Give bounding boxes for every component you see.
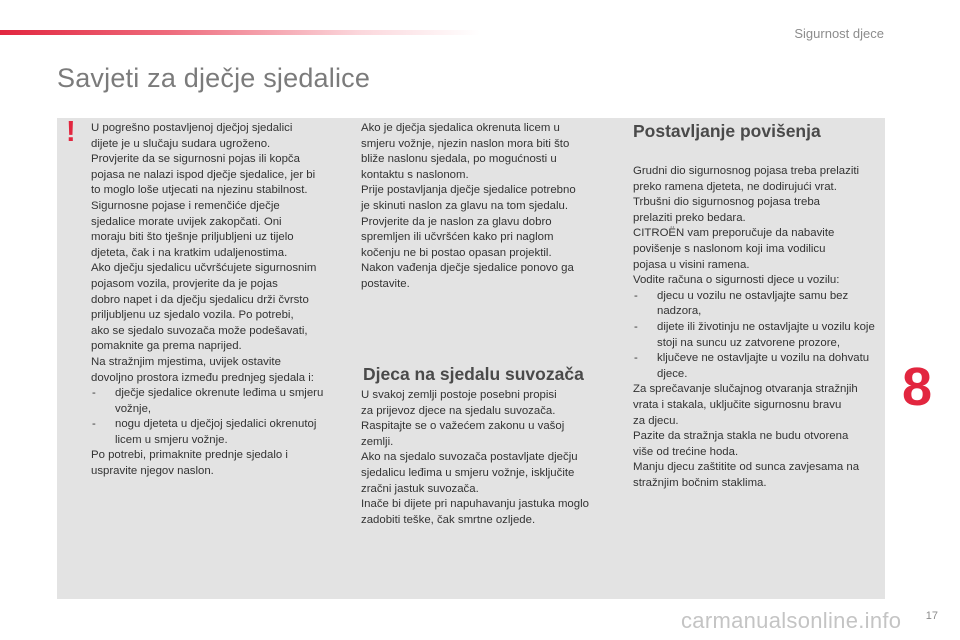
page-number: 17 <box>925 610 938 622</box>
col1-line: U pogrešno postavljenoj dječjoj sjedalici <box>91 122 293 134</box>
section-header: Sigurnost djece <box>794 26 884 41</box>
booster-seat-text <box>633 164 883 491</box>
col3-line: više od trećine hoda. <box>633 445 739 458</box>
col2-line: Nakon vađenja dječje sjedalice ponovo ga <box>361 262 574 275</box>
col1-line: pojasa ne nalazi ispod dječje sjedalice, jer bi <box>91 168 316 181</box>
list-item: - ključeve ne ostavljajte u vozilu na dohvatu djece. <box>633 351 883 382</box>
col3-line: Vodite računa o sigurnosti djece u vozilu: <box>633 274 840 287</box>
col2-line: smjeru vožnje, njezin naslon mora biti što <box>361 137 570 150</box>
col1-bullet-list <box>91 386 346 448</box>
col1-line: dobro napet i da dječju sjedalicu drži čvrsto <box>91 293 309 306</box>
col3-line: preko ramena djeteta, ne dodirujući vrat. <box>633 180 837 193</box>
col1-line: pojasom vozila, provjerite da je pojas <box>91 277 278 290</box>
col1-line: Ako dječju sjedalicu učvršćujete sigurnosnim <box>91 262 317 275</box>
col3-line: CITROËN vam preporučuje da nabavite <box>633 227 835 240</box>
list-item: - dječje sjedalice okrenute leđima u smjeru vožnje, <box>91 386 346 417</box>
col1-line: sjedalice morate uvijek zakopčati. Oni <box>91 215 282 228</box>
col2b-line: zračni jastuk suvozača. <box>361 482 479 495</box>
col3-line: prelaziti preko bedara. <box>633 211 746 224</box>
chapter-number: 8 <box>902 357 933 417</box>
list-item: - djecu u vozilu ne ostavljajte samu bez nadzora, <box>633 289 883 320</box>
list-item: - dijete ili životinju ne ostavljajte u vozilu koje stoji na suncu uz zatvorene prozore, <box>633 320 883 351</box>
headrest-text-column <box>361 121 611 293</box>
col1-line: djeteta, čak i na kratkim udaljenostima. <box>91 246 288 259</box>
col2b-line: zadobiti teške, čak smrtne ozljede. <box>361 513 536 526</box>
col3-line: pojasa u visini ramena. <box>633 258 750 271</box>
col3-line: Manju djecu zaštitite od sunca zavjesama na <box>633 461 860 474</box>
col3-bullet-list <box>633 289 883 383</box>
col1-line: Sigurnosne pojase i remenčiće dječje <box>91 199 280 212</box>
col3-line: Trbušni dio sigurnosnog pojasa treba <box>633 196 821 209</box>
col2b-line: sjedalicu leđima u smjeru vožnje, isključite <box>361 466 575 479</box>
col3-line: za djecu. <box>633 414 679 427</box>
col2b-line: Ako na sjedalo suvozača postavljate dječju <box>361 451 578 464</box>
col2-line: Prije postavljanja dječje sjedalice potrebno <box>361 184 576 197</box>
col1-line: Po potrebi, primaknite prednje sjedalo i <box>91 449 288 462</box>
col2-line: spremljen ili učvršćen kako pri naglom <box>361 231 554 244</box>
col2-line: postavite. <box>361 277 410 290</box>
col1-line: moraju biti što tješnje priljubljeni uz tijelo <box>91 231 294 244</box>
col2b-line: U svakoj zemlji postoje posebni propisi <box>361 389 557 401</box>
list-item: - nogu djeteta u dječjoj sjedalici okrenutoj licem u smjeru vožnje. <box>91 417 346 448</box>
col1-line: priljubljenu uz sjedalo vozila. Po potrebi, <box>91 309 294 322</box>
col1-line: dijete je u slučaju sudara ugroženo. <box>91 137 271 150</box>
col2-line: kočenju ne bi postao opasan projektil. <box>361 246 552 259</box>
col3-line: vrata i stakala, uključite sigurnosnu bravu <box>633 398 842 411</box>
col2b-line: zemlji. <box>361 435 394 448</box>
col3-line: povišenje s naslonom koji ima vodilicu <box>633 242 826 255</box>
col1-line: dovoljno prostora između prednjeg sjedala i: <box>91 371 314 384</box>
col1-line: uspravite njegov naslon. <box>91 465 214 478</box>
col3-line: Grudni dio sigurnosnog pojasa treba prelaziti <box>633 165 860 177</box>
col1-line: ako se sjedalo suvozača može podešavati, <box>91 324 308 337</box>
passenger-seat-text <box>361 388 611 528</box>
col1-line: to moglo loše utjecati na njezinu stabilnost. <box>91 184 308 197</box>
col3-line: Pazite da stražnja stakla ne budu otvorena <box>633 430 849 443</box>
col2-line: bliže naslonu sjedala, po mogućnosti u <box>361 153 557 166</box>
exclamation-icon: ! <box>66 116 76 148</box>
col1-body <box>91 121 346 386</box>
page-title: Savjeti za dječje sjedalice <box>57 63 371 93</box>
col2b-line: za prijevoz djece na sjedalu suvozača. <box>361 404 556 417</box>
warning-text-column <box>91 121 346 480</box>
col2-line: kontaktu s naslonom. <box>361 168 469 181</box>
col2-line: je skinuti naslon za glavu na tom sjedalu. <box>361 199 569 212</box>
col2b-line: Raspitajte se o važećem zakonu u vašoj <box>361 420 565 433</box>
col3-line: Za sprečavanje slučajnog otvaranja stražnjih <box>633 383 858 396</box>
col2-line: Ako je dječja sjedalica okrenuta licem u <box>361 122 560 134</box>
heading-passenger-seat: Djeca na sjedalu suvozača <box>363 364 584 384</box>
col1-line: Provjerite da se sigurnosni pojas ili kopča <box>91 153 300 166</box>
col2b-line: Inače bi dijete pri napuhavanju jastuka moglo <box>361 498 589 511</box>
watermark-text: carmanualsonline.info <box>681 608 902 633</box>
heading-booster-seat: Postavljanje povišenja <box>633 121 821 141</box>
col1-line: Na stražnjim mjestima, uvijek ostavite <box>91 355 281 368</box>
col3-line: stražnjim bočnim staklima. <box>633 476 767 489</box>
col1-line: pomaknite ga prema naprijed. <box>91 340 242 353</box>
top-accent-bar <box>0 30 480 35</box>
col2-line: Provjerite da je naslon za glavu dobro <box>361 215 552 228</box>
